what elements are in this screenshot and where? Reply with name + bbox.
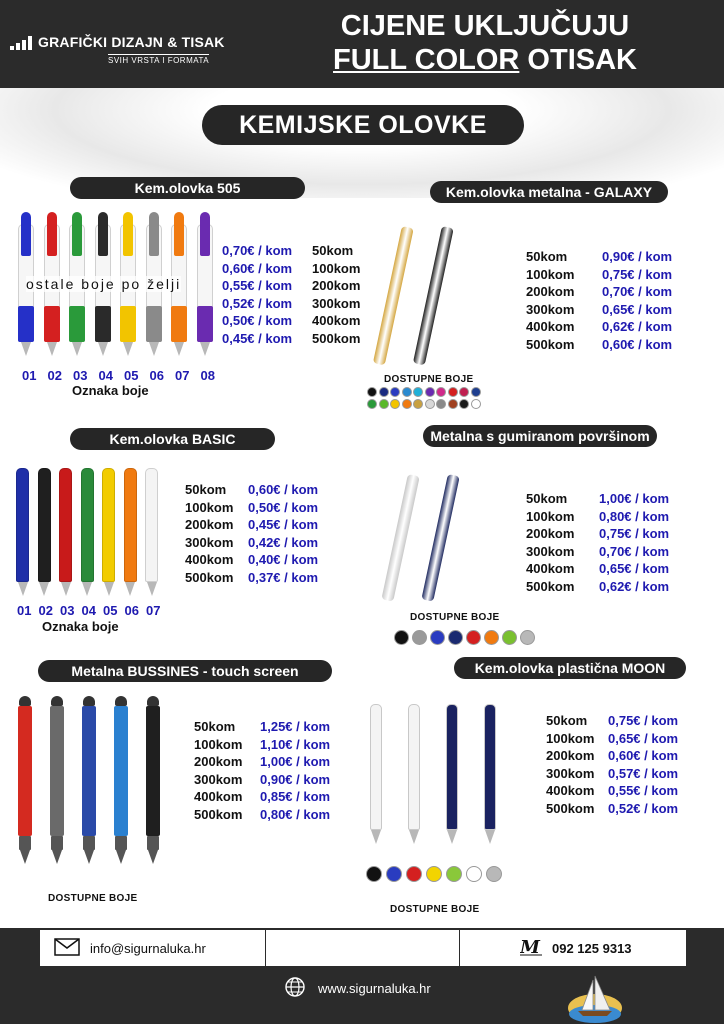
section-title-bussines: Metalna BUSSINES - touch screen	[38, 660, 332, 682]
pen-body	[373, 226, 414, 365]
quantity: 200kom	[185, 517, 234, 532]
header-title-line2	[250, 44, 720, 76]
pen-body	[82, 706, 96, 836]
unit-price: 0,52€ / kom	[608, 800, 679, 816]
pen-body	[38, 468, 51, 582]
price-row	[194, 718, 350, 736]
price-row	[194, 753, 350, 771]
pen-body	[114, 706, 128, 836]
color-code: 05	[103, 603, 118, 618]
price-row	[546, 800, 698, 818]
footer-blank-box	[266, 930, 459, 966]
unit-price: 0,65€ / kom	[602, 301, 673, 317]
price-row	[526, 336, 692, 354]
price-row	[526, 283, 692, 301]
price-row	[526, 301, 692, 319]
color-code: 01	[17, 603, 32, 618]
pen-grip	[120, 306, 136, 342]
color-swatch	[486, 866, 502, 882]
quantity: 200kom	[312, 278, 361, 293]
color-swatch	[425, 399, 435, 409]
quantity: 50kom	[312, 243, 354, 258]
unit-price: 0,75€ / kom	[608, 713, 679, 728]
pen-top	[21, 212, 31, 256]
color-swatch	[520, 630, 535, 645]
pen-grip	[44, 306, 60, 342]
quantity: 50kom	[185, 482, 227, 497]
quantity: 500kom	[312, 330, 361, 346]
unit-price: 0,70€ / kom	[602, 284, 673, 299]
price-row	[526, 525, 689, 543]
color-swatch	[484, 630, 499, 645]
pen-body	[421, 474, 459, 602]
pen-tip	[149, 342, 159, 356]
unit-price: 0,60€ / kom	[608, 748, 679, 763]
color-swatch	[390, 387, 400, 397]
available-colors-label-galaxy: DOSTUPNE BOJE	[384, 374, 474, 385]
phone-logo-icon	[520, 937, 542, 960]
pen-body	[102, 468, 115, 582]
price-row	[222, 295, 367, 313]
color-swatch	[448, 399, 458, 409]
quantity: 200kom	[526, 284, 575, 299]
pen-grip	[18, 306, 34, 342]
color-codes-505	[22, 368, 226, 383]
price-row	[546, 747, 698, 765]
price-row	[185, 499, 338, 517]
quantity: 400kom	[185, 552, 234, 567]
price-row	[194, 736, 350, 754]
pen-tip	[200, 342, 210, 356]
pen-top	[174, 212, 184, 256]
price-row	[194, 771, 350, 789]
price-table-galaxy	[526, 248, 692, 353]
pen-body	[124, 468, 137, 582]
pen-body	[413, 226, 454, 365]
quantity: 300kom	[185, 534, 234, 550]
brand-logo	[10, 34, 225, 50]
pen-tip	[104, 582, 114, 596]
price-table-505	[222, 242, 367, 347]
section-title-galaxy: Kem.olovka metalna - GALAXY	[430, 181, 668, 203]
pen-tip	[147, 582, 157, 596]
quantity: 50kom	[546, 713, 588, 728]
color-swatch	[413, 387, 423, 397]
price-table-moon	[546, 712, 698, 817]
pen-group-505	[18, 212, 218, 372]
unit-price: 1,00€ / kom	[260, 754, 331, 769]
color-codes-basic	[17, 603, 168, 618]
pen-tip	[18, 582, 28, 596]
pen-body	[484, 704, 496, 830]
unit-price: 0,60€ / kom	[222, 260, 293, 276]
phone-text[interactable]: 092 125 9313	[552, 940, 632, 956]
color-swatch	[394, 630, 409, 645]
price-table-bussines	[194, 718, 350, 823]
unit-price: 0,62€ / kom	[599, 578, 670, 594]
stylus-tip	[115, 696, 127, 706]
color-code: 03	[73, 368, 88, 383]
price-row	[526, 560, 689, 578]
section-title-gumirana: Metalna s gumiranom površinom	[423, 425, 657, 447]
unit-price: 0,45€ / kom	[222, 330, 293, 346]
quantity: 100kom	[526, 266, 575, 282]
quantity: 200kom	[194, 754, 243, 769]
quantity: 500kom	[194, 806, 243, 822]
website-text[interactable]: www.sigurnaluka.hr	[318, 981, 431, 996]
color-code: 05	[124, 368, 139, 383]
pen-grip	[69, 306, 85, 342]
unit-price: 0,85€ / kom	[260, 789, 331, 804]
overlay-other-colors: ostale boje po želji	[26, 276, 182, 292]
main-title: KEMIJSKE OLOVKE	[202, 105, 524, 145]
website-row[interactable]	[284, 976, 431, 1001]
color-swatch	[459, 399, 469, 409]
price-row	[526, 543, 689, 561]
quantity: 500kom	[526, 578, 575, 594]
price-row	[526, 248, 692, 266]
price-row	[222, 312, 367, 330]
pen-body	[16, 468, 29, 582]
unit-price: 0,45€ / kom	[248, 517, 319, 532]
quantity: 400kom	[526, 319, 575, 334]
stylus-tip	[51, 696, 63, 706]
color-swatch	[426, 866, 442, 882]
pen-top	[98, 212, 108, 256]
color-swatch	[390, 399, 400, 409]
unit-price: 0,65€ / kom	[599, 561, 670, 576]
unit-price: 0,60€ / kom	[602, 336, 673, 352]
color-code: 04	[81, 603, 96, 618]
unit-price: 1,25€ / kom	[260, 719, 331, 734]
color-swatch	[471, 399, 481, 409]
price-row	[546, 782, 698, 800]
pen-group-moon	[370, 704, 520, 854]
header-title-rest: OTISAK	[519, 44, 637, 76]
envelope-icon	[54, 938, 80, 959]
quantity: 100kom	[312, 260, 361, 276]
stylus-tip	[19, 696, 31, 706]
unit-price: 0,80€ / kom	[599, 508, 670, 524]
stylus-tip	[83, 696, 95, 706]
price-row	[222, 242, 367, 260]
pen-tip	[447, 830, 457, 844]
price-row	[222, 260, 367, 278]
pen-body	[146, 706, 160, 836]
quantity: 500kom	[546, 800, 595, 816]
quantity: 300kom	[312, 295, 361, 311]
price-row	[526, 578, 689, 596]
quantity: 500kom	[185, 569, 234, 585]
price-row	[526, 266, 692, 284]
swatches-galaxy	[367, 387, 487, 409]
pen-grip	[171, 306, 187, 342]
codes-caption-basic: Oznaka boje	[42, 619, 119, 634]
unit-price: 0,65€ / kom	[608, 730, 679, 746]
color-swatch	[366, 866, 382, 882]
pen-tip	[116, 850, 126, 864]
color-swatch	[502, 630, 517, 645]
color-swatch	[430, 630, 445, 645]
email-box[interactable]	[40, 930, 265, 966]
pen-tip	[39, 582, 49, 596]
price-row	[526, 318, 692, 336]
pen-body	[50, 706, 64, 836]
unit-price: 0,55€ / kom	[608, 783, 679, 798]
pen-tip	[485, 830, 495, 844]
pen-tip	[409, 830, 419, 844]
section-title-moon: Kem.olovka plastična MOON	[454, 657, 686, 679]
price-row	[194, 788, 350, 806]
quantity: 400kom	[194, 789, 243, 804]
pen-lower	[147, 836, 159, 850]
bar-chart-logo-icon	[10, 36, 32, 50]
available-colors-label-bussines: DOSTUPNE BOJE	[48, 893, 138, 904]
price-row	[526, 490, 689, 508]
pen-group-bussines	[18, 696, 178, 866]
pen-top	[72, 212, 82, 256]
available-colors-label-gumirana: DOSTUPNE BOJE	[410, 612, 500, 623]
pen-body	[81, 468, 94, 582]
pen-body	[446, 704, 458, 830]
color-code: 06	[124, 603, 139, 618]
pen-lower	[51, 836, 63, 850]
header-title-line1: CIJENE UKLJUČUJU	[340, 10, 630, 42]
color-code: 07	[146, 603, 161, 618]
pen-tip	[20, 850, 30, 864]
quantity: 100kom	[526, 508, 575, 524]
quantity: 200kom	[526, 526, 575, 541]
unit-price: 0,42€ / kom	[248, 534, 319, 550]
quantity: 500kom	[526, 336, 575, 352]
price-row	[526, 508, 689, 526]
quantity: 400kom	[546, 783, 595, 798]
quantity: 50kom	[526, 491, 568, 506]
pen-lower	[19, 836, 31, 850]
section-title-basic: Kem.olovka BASIC	[70, 428, 275, 450]
quantity: 300kom	[546, 765, 595, 781]
pen-tip	[21, 342, 31, 356]
unit-price: 0,80€ / kom	[260, 806, 331, 822]
color-swatch	[386, 866, 402, 882]
pen-top	[47, 212, 57, 256]
color-swatch	[379, 387, 389, 397]
price-row	[185, 481, 338, 499]
stylus-tip	[147, 696, 159, 706]
logo-subtitle: SVIH VRSTA I FORMATA	[108, 56, 210, 65]
quantity: 300kom	[194, 771, 243, 787]
header-title-underlined: FULL COLOR	[333, 44, 520, 76]
pen-body	[145, 468, 158, 582]
pen-grip	[146, 306, 162, 342]
pen-tip	[98, 342, 108, 356]
pen-top	[200, 212, 210, 256]
swatches-gumirana	[394, 630, 564, 645]
pen-group-basic	[16, 462, 166, 602]
quantity: 100kom	[546, 730, 595, 746]
section-title-505: Kem.olovka 505	[70, 177, 305, 199]
pen-body	[18, 706, 32, 836]
unit-price: 0,50€ / kom	[248, 499, 319, 515]
quantity: 300kom	[526, 543, 575, 559]
unit-price: 0,90€ / kom	[602, 249, 673, 264]
color-swatch	[466, 630, 481, 645]
color-code: 02	[47, 368, 62, 383]
unit-price: 1,00€ / kom	[599, 491, 670, 506]
pen-body	[59, 468, 72, 582]
color-swatch	[459, 387, 469, 397]
price-row	[185, 569, 338, 587]
unit-price: 0,70€ / kom	[222, 243, 293, 258]
quantity: 50kom	[526, 249, 568, 264]
pen-grip	[197, 306, 213, 342]
color-swatch	[448, 387, 458, 397]
pen-top	[123, 212, 133, 256]
color-code: 02	[38, 603, 53, 618]
pen-lower	[83, 836, 95, 850]
pen-tip	[72, 342, 82, 356]
price-row	[546, 730, 698, 748]
color-code: 03	[60, 603, 75, 618]
price-table-basic	[185, 481, 338, 586]
color-swatch	[448, 630, 463, 645]
pen-tip	[52, 850, 62, 864]
price-row	[185, 551, 338, 569]
boat-logo-icon	[566, 970, 624, 1024]
price-row	[194, 806, 350, 824]
pen-tip	[47, 342, 57, 356]
price-row	[546, 712, 698, 730]
color-code: 06	[149, 368, 164, 383]
color-swatch	[436, 387, 446, 397]
unit-price: 0,37€ / kom	[248, 569, 319, 585]
color-code: 01	[22, 368, 37, 383]
globe-icon	[284, 976, 306, 1001]
color-swatch	[413, 399, 423, 409]
quantity: 200kom	[546, 748, 595, 763]
available-colors-label-moon: DOSTUPNE BOJE	[390, 904, 480, 915]
logo-text: GRAFIČKI DIZAJN & TISAK	[38, 34, 225, 50]
unit-price: 0,57€ / kom	[608, 765, 679, 781]
pen-tip	[84, 850, 94, 864]
color-code: 08	[200, 368, 215, 383]
color-swatch	[402, 387, 412, 397]
price-row	[546, 765, 698, 783]
color-swatch	[367, 387, 377, 397]
unit-price: 0,40€ / kom	[248, 552, 319, 567]
color-swatch	[402, 399, 412, 409]
quantity: 400kom	[312, 313, 361, 328]
unit-price: 0,50€ / kom	[222, 313, 293, 328]
pen-tip	[82, 582, 92, 596]
pen-body	[370, 704, 382, 830]
pen-body	[381, 474, 419, 602]
pen-top	[149, 212, 159, 256]
color-swatch	[406, 866, 422, 882]
unit-price: 1,10€ / kom	[260, 736, 331, 752]
color-swatch	[379, 399, 389, 409]
color-code: 04	[98, 368, 113, 383]
unit-price: 0,55€ / kom	[222, 278, 293, 293]
pen-grip	[95, 306, 111, 342]
color-swatch	[367, 399, 377, 409]
pen-tip	[148, 850, 158, 864]
phone-box[interactable]	[460, 930, 686, 966]
color-swatch	[425, 387, 435, 397]
quantity: 100kom	[185, 499, 234, 515]
quantity: 50kom	[194, 719, 236, 734]
color-code: 07	[175, 368, 190, 383]
pen-tip	[174, 342, 184, 356]
pen-lower	[115, 836, 127, 850]
svg-text:M: M	[520, 936, 540, 957]
unit-price: 0,90€ / kom	[260, 771, 331, 787]
unit-price: 0,70€ / kom	[599, 543, 670, 559]
price-row	[185, 534, 338, 552]
pen-tip	[125, 582, 135, 596]
price-row	[185, 516, 338, 534]
price-table-gumirana	[526, 490, 689, 595]
pen-body	[408, 704, 420, 830]
price-row	[222, 330, 367, 348]
pen-tip	[61, 582, 71, 596]
unit-price: 0,60€ / kom	[248, 482, 319, 497]
unit-price: 0,75€ / kom	[599, 526, 670, 541]
quantity: 300kom	[526, 301, 575, 317]
color-swatch	[412, 630, 427, 645]
codes-caption-505: Oznaka boje	[72, 383, 149, 398]
unit-price: 0,62€ / kom	[602, 319, 673, 334]
quantity: 400kom	[526, 561, 575, 576]
unit-price: 0,52€ / kom	[222, 295, 293, 311]
price-row	[222, 277, 367, 295]
header-bar	[0, 0, 724, 88]
pen-tip	[123, 342, 133, 356]
pen-group-gumirana	[398, 470, 478, 606]
pen-group-galaxy	[392, 222, 502, 372]
color-swatch	[436, 399, 446, 409]
quantity: 100kom	[194, 736, 243, 752]
color-swatch	[471, 387, 481, 397]
email-text[interactable]: info@sigurnaluka.hr	[90, 940, 206, 956]
swatches-moon	[366, 866, 526, 882]
pen-tip	[371, 830, 381, 844]
color-swatch	[446, 866, 462, 882]
unit-price: 0,75€ / kom	[602, 266, 673, 282]
color-swatch	[466, 866, 482, 882]
